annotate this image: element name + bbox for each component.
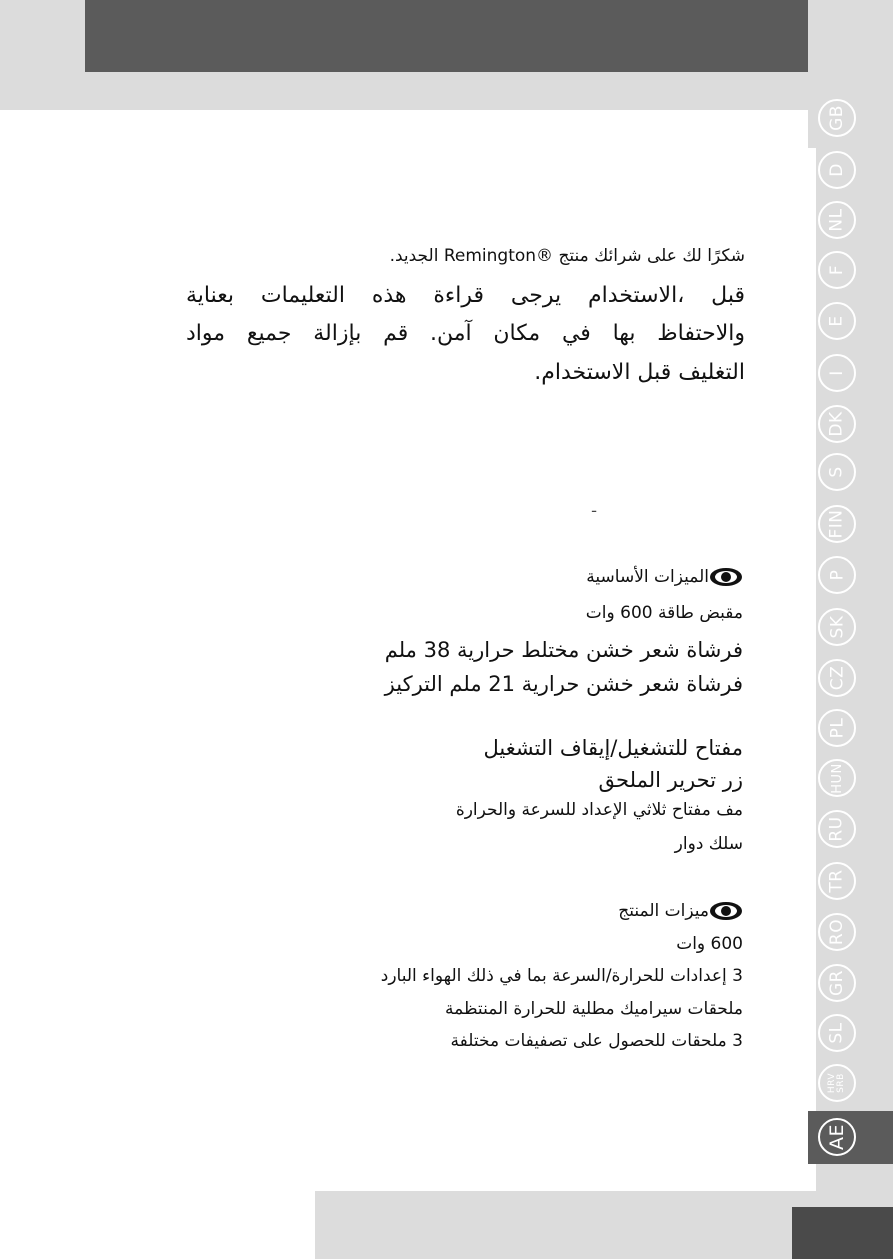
- key-feature-swivel-cord: سلك دوار: [674, 834, 743, 854]
- product-feature-settings: 3 إعدادات للحرارة/السرعة بما في ذلك الهواء البارد: [380, 966, 743, 986]
- key-features-title: الميزات الأساسية: [586, 566, 743, 588]
- lang-tab-gb[interactable]: GB: [818, 99, 856, 137]
- eye-icon: [709, 566, 743, 588]
- lang-tab-fin[interactable]: FIN: [818, 505, 856, 543]
- lang-tab-tr[interactable]: TR: [818, 862, 856, 900]
- intro-thanks: شكرًا لك على شرائك منتج ®Remington الجديد.: [389, 246, 745, 266]
- key-feature-brush-38: فرشاة شعر خشن مختلط حرارية 38 ملم: [384, 638, 743, 662]
- product-feature-ceramic: ملحقات سيراميك مطلية للحرارة المنتظمة: [445, 999, 743, 1019]
- lang-tab-hrv-srb[interactable]: HRV SRB: [818, 1064, 856, 1102]
- lang-tab-e[interactable]: E: [818, 302, 856, 340]
- key-feature-triple-switch: مف مفتاح ثلاثي الإعداد للسرعة والحرارة: [455, 800, 743, 820]
- intro-read-instructions: قبل ،الاستخدام يرجى قراءة هذه التعليمات بعناية: [186, 283, 745, 308]
- lang-tab-pl[interactable]: PL: [818, 709, 856, 747]
- lang-tab-s[interactable]: S: [818, 453, 856, 491]
- lang-tab-dk[interactable]: DK: [818, 405, 856, 443]
- intro-remove-packaging: التغليف قبل الاستخدام.: [534, 360, 745, 385]
- key-feature-brush-21: فرشاة شعر خشن حرارية 21 ملم التركيز: [384, 672, 743, 696]
- key-feature-handle: مقبض طاقة 600 وات: [585, 603, 743, 623]
- lang-tab-ae[interactable]: AE: [818, 1118, 856, 1156]
- eye-icon: [709, 900, 743, 922]
- product-feature-watts: 600 وات: [676, 934, 743, 954]
- product-features-title: ميزات المنتج: [618, 900, 743, 922]
- lang-tab-ro[interactable]: RO: [818, 913, 856, 951]
- key-feature-power-switch: مفتاح للتشغيل/إيقاف التشغيل: [483, 736, 743, 760]
- stray-mark: ـ: [592, 500, 597, 516]
- page-number-box: [792, 1207, 893, 1259]
- lang-tab-cz[interactable]: CZ: [818, 659, 856, 697]
- lang-tab-nl[interactable]: NL: [818, 201, 856, 239]
- key-feature-release-button: زر تحرير الملحق: [598, 768, 743, 792]
- lang-tab-sk[interactable]: SK: [818, 608, 856, 646]
- lang-tab-p[interactable]: P: [818, 556, 856, 594]
- intro-keep-safe: والاحتفاظ بها في مكان آمن. قم بإزالة جميع مواد: [186, 321, 745, 346]
- sidebar-divider: [808, 148, 816, 1191]
- product-feature-attachments: 3 ملحقات للحصول على تصفيفات مختلفة: [450, 1031, 743, 1051]
- lang-tab-f[interactable]: F: [818, 251, 856, 289]
- lang-tab-ru[interactable]: RU: [818, 810, 856, 848]
- lang-tab-i[interactable]: I: [818, 354, 856, 392]
- lang-tab-hun[interactable]: HUN: [818, 759, 856, 797]
- lang-tab-gr[interactable]: GR: [818, 964, 856, 1002]
- lang-tab-d[interactable]: D: [818, 151, 856, 189]
- lang-tab-sl[interactable]: SL: [818, 1014, 856, 1052]
- header-bar: [85, 0, 808, 72]
